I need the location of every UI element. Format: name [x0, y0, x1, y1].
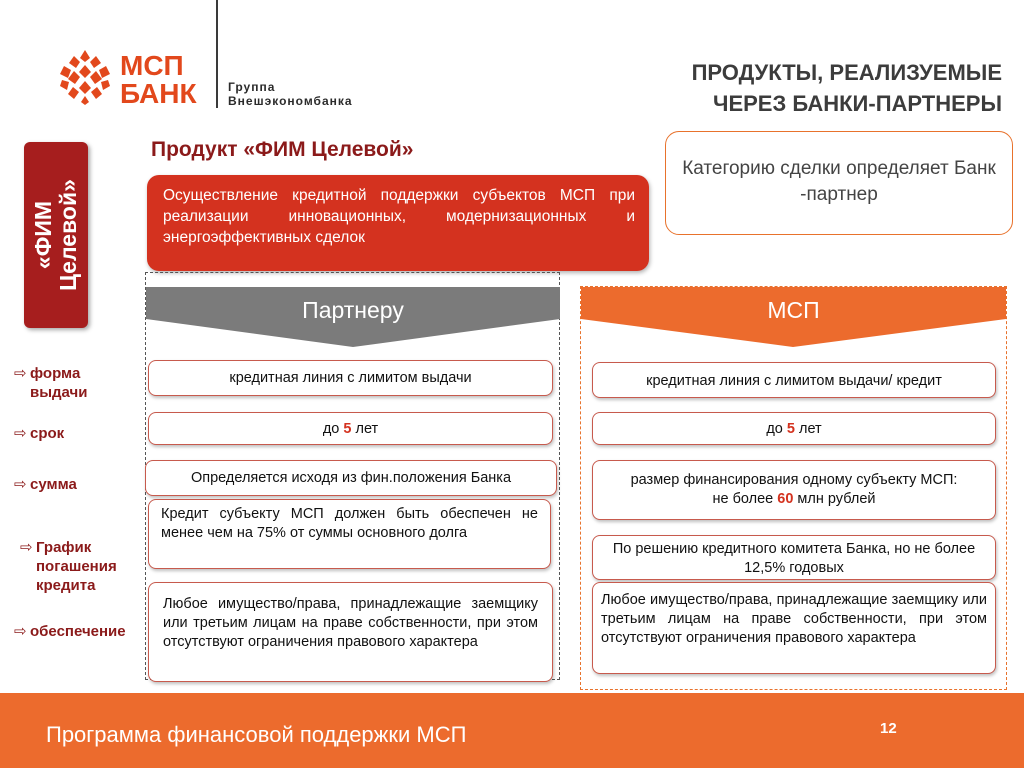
msp-amount-suffix: млн рублей	[793, 491, 876, 507]
logo	[56, 48, 216, 108]
msp-rate-cell: По решению кредитного комитета Банка, но не более 12,5% годовых	[592, 535, 996, 580]
msp-term-suffix: лет	[794, 421, 822, 437]
criterion-form	[14, 364, 87, 402]
product-description: Осуществление кредитной поддержки субъектов МСП при реализации инновационных, модернизационных и энергоэффективных сделок	[147, 175, 649, 271]
slide-title-line-1: ПРОДУКТЫ, РЕАЛИЗУЕМЫЕ	[691, 60, 1002, 85]
arrow-right-icon: ⇨	[14, 476, 27, 493]
logo-divider	[216, 0, 218, 108]
msp-collateral-cell: Любое имущество/права, принадлежащие заемщику или третьим лицам на праве собственности, при этом отсутствуют ограничения правового характера	[592, 582, 996, 674]
category-note: Категорию сделки определяет Банк -партнер	[665, 131, 1013, 235]
partner-term-suffix: лет	[351, 421, 379, 437]
criterion-term	[14, 424, 64, 443]
arrow-right-icon: ⇨	[14, 425, 27, 442]
msp-amount-prefix: не более	[712, 491, 778, 507]
msp-amount-line-2	[601, 490, 987, 509]
partner-term-cell	[148, 412, 553, 445]
partner-term-value: 5	[343, 421, 352, 437]
product-badge-line-1: «ФИМ	[30, 200, 56, 270]
page-number: 12	[880, 720, 897, 737]
product-title: Продукт «ФИМ Целевой»	[151, 138, 414, 161]
msp-term-prefix: до	[766, 421, 787, 437]
group-label	[228, 80, 353, 108]
partner-form-cell: кредитная линия с лимитом выдачи	[148, 360, 553, 396]
slide-title-line-2: ЧЕРЕЗ БАНКИ-ПАРТНЕРЫ	[713, 91, 1002, 116]
partner-collateral-cell: Любое имущество/права, принадлежащие заемщику или третьим лицам на праве собственности, при этом отсутствуют ограничения правового характера	[148, 582, 553, 682]
criterion-collateral-label: обеспечение	[30, 623, 126, 640]
msp-term-value: 5	[786, 421, 795, 437]
msp-header	[581, 287, 1006, 347]
criterion-form-line-1: форма	[30, 365, 81, 382]
partner-header	[146, 287, 560, 347]
criterion-term-label: срок	[30, 425, 65, 442]
criterion-form-line-2: выдачи	[30, 384, 88, 401]
criterion-schedule-line-2: погашения	[36, 558, 117, 575]
criterion-collateral	[14, 622, 126, 641]
criterion-amount	[14, 475, 77, 494]
msp-amount-line-1: размер финансирования одному субъекту МСП:	[630, 472, 958, 488]
partner-term-prefix: до	[322, 421, 344, 437]
msp-form-cell: кредитная линия с лимитом выдачи/ кредит	[592, 362, 996, 398]
pinecone-logo-icon	[56, 48, 114, 106]
product-badge-line-2: Целевой»	[55, 179, 81, 291]
arrow-right-icon: ⇨	[20, 539, 33, 556]
msp-header-label: МСП	[767, 297, 820, 323]
footer-text: Программа финансовой поддержки МСП	[46, 722, 467, 747]
partner-header-label: Партнеру	[302, 297, 404, 323]
logo-line-bank: БАНК	[120, 78, 197, 109]
group-line-1: Группа	[228, 80, 276, 94]
partner-schedule-cell: Кредит субъекту МСП должен быть обеспечен не менее чем на 75% от суммы основного долга	[148, 499, 551, 569]
criterion-amount-label: сумма	[30, 476, 77, 493]
product-badge-text	[31, 179, 81, 291]
msp-amount-cell	[592, 460, 996, 520]
msp-term-cell	[592, 412, 996, 445]
criterion-schedule	[20, 538, 117, 595]
logo-line-msp: МСП	[120, 50, 184, 81]
partner-amount-cell: Определяется исходя из фин.положения Банка	[145, 460, 557, 496]
msp-amount-value: 60	[777, 491, 794, 507]
slide-title	[562, 57, 1002, 119]
arrow-right-icon: ⇨	[14, 365, 27, 382]
product-badge	[24, 142, 88, 328]
arrow-right-icon: ⇨	[14, 623, 27, 640]
criterion-schedule-line-1: График	[36, 539, 92, 556]
logo-wordmark	[120, 52, 197, 108]
criterion-schedule-line-3: кредита	[36, 577, 96, 594]
group-line-2: Внешэкономбанка	[228, 94, 353, 108]
